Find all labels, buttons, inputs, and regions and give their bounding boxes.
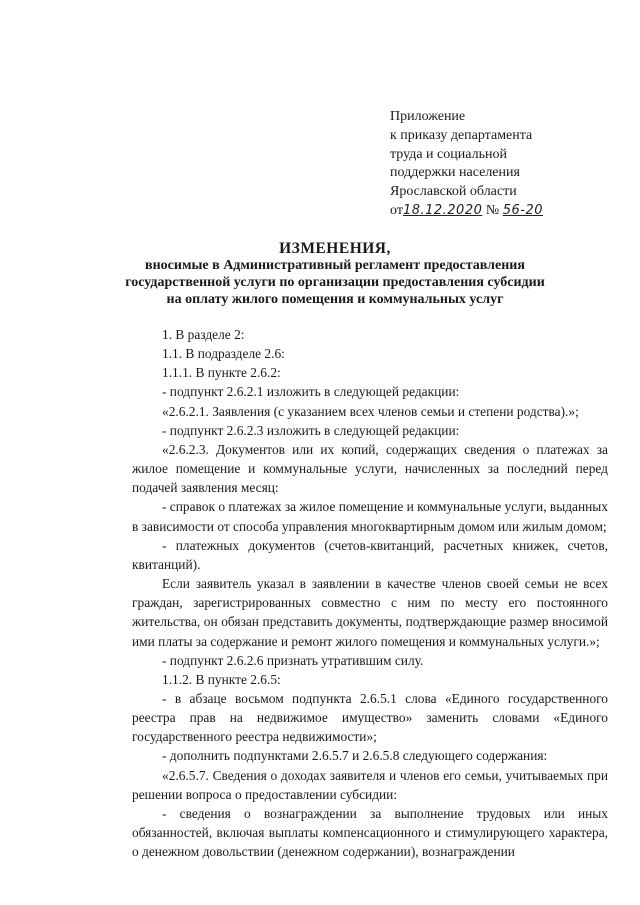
handwritten-number: 56-20 xyxy=(502,202,544,218)
document-body xyxy=(132,325,608,861)
paragraph: «2.6.5.7. Сведения о доходах заявителя и членов его семьи, учитываемых при решении вопроса о предоставлении субсидии: xyxy=(132,767,608,802)
paragraph: - дополнить подпунктами 2.6.5.7 и 2.6.5.8 следующего содержания: xyxy=(162,748,548,764)
paragraph: - подпункт 2.6.2.1 изложить в следующей редакции: xyxy=(162,384,460,400)
paragraph: - подпункт 2.6.2.6 признать утратившим силу. xyxy=(162,652,424,668)
heading-line: на оплату жилого помещения и коммунальных услуг xyxy=(166,292,504,307)
appendix-line: Приложение xyxy=(390,109,466,124)
paragraph: - справок о платежах за жилое помещение и коммунальные услуги, выданных в зависимости от способа управления многоквартирным домом или жилым домом; xyxy=(132,499,608,534)
appendix-line: Ярославской области xyxy=(390,184,517,200)
paragraph: Если заявитель указал в заявлении в качестве членов своей семьи не всех граждан, зарегистрированных совместно с ним по месту его постоянного жительства, он обязан представить документы, подтверждающие размер вносимой ими платы за содержание и ремонт жилого помещения и коммунальных услуги.»; xyxy=(132,576,608,649)
paragraph: - сведения о вознаграждении за выполнение трудовых или иных обязанностей, включая выплаты компенсационного и стимулирующего характера, о денежном довольствии (денежном содержании), вознаграждении xyxy=(132,805,608,860)
handwritten-date: 18.12.2020 xyxy=(402,202,483,218)
date-prefix: от xyxy=(390,202,403,218)
paragraph: 1.1.2. В пункте 2.6.5: xyxy=(162,671,281,687)
number-prefix: № xyxy=(485,202,500,218)
appendix-line: труда и социальной xyxy=(390,146,507,162)
paragraph: - в абзаце восьмом подпункта 2.6.5.1 слова «Единого государственного реестра прав на недвижимое имущество» заменить словами «Единого государственного реестра недвижимости»; xyxy=(132,690,608,745)
paragraph: - подпункт 2.6.2.3 изложить в следующей редакции: xyxy=(162,422,460,438)
heading-line: вносимые в Административный регламент предоставления xyxy=(145,258,525,273)
paragraph: «2.6.2.1. Заявления (с указанием всех членов семьи и степени родства).»; xyxy=(162,403,579,419)
heading-line: государственной услуги по организации предоставления субсидии xyxy=(125,275,545,290)
paragraph: 1.1. В подразделе 2.6: xyxy=(162,346,285,362)
document-title: ИЗМЕНЕНИЯ, xyxy=(279,240,391,257)
document-heading xyxy=(100,240,570,308)
paragraph: «2.6.2.3. Документов или их копий, содержащих сведения о платежах за жилое помещение и коммунальные услуги, начисленных за последний перед подачей заявления месяц: xyxy=(132,441,608,496)
appendix-block xyxy=(390,108,543,221)
paragraph: 1.1.1. В пункте 2.6.2: xyxy=(162,365,281,381)
appendix-line: к приказу департамента xyxy=(390,127,533,143)
appendix-date-line xyxy=(390,202,543,221)
paragraph: 1. В разделе 2: xyxy=(162,327,245,342)
paragraph: - платежных документов (счетов-квитанций, расчетных книжек, счетов, квитанций). xyxy=(132,537,608,572)
appendix-line: поддержки населения xyxy=(390,165,520,181)
